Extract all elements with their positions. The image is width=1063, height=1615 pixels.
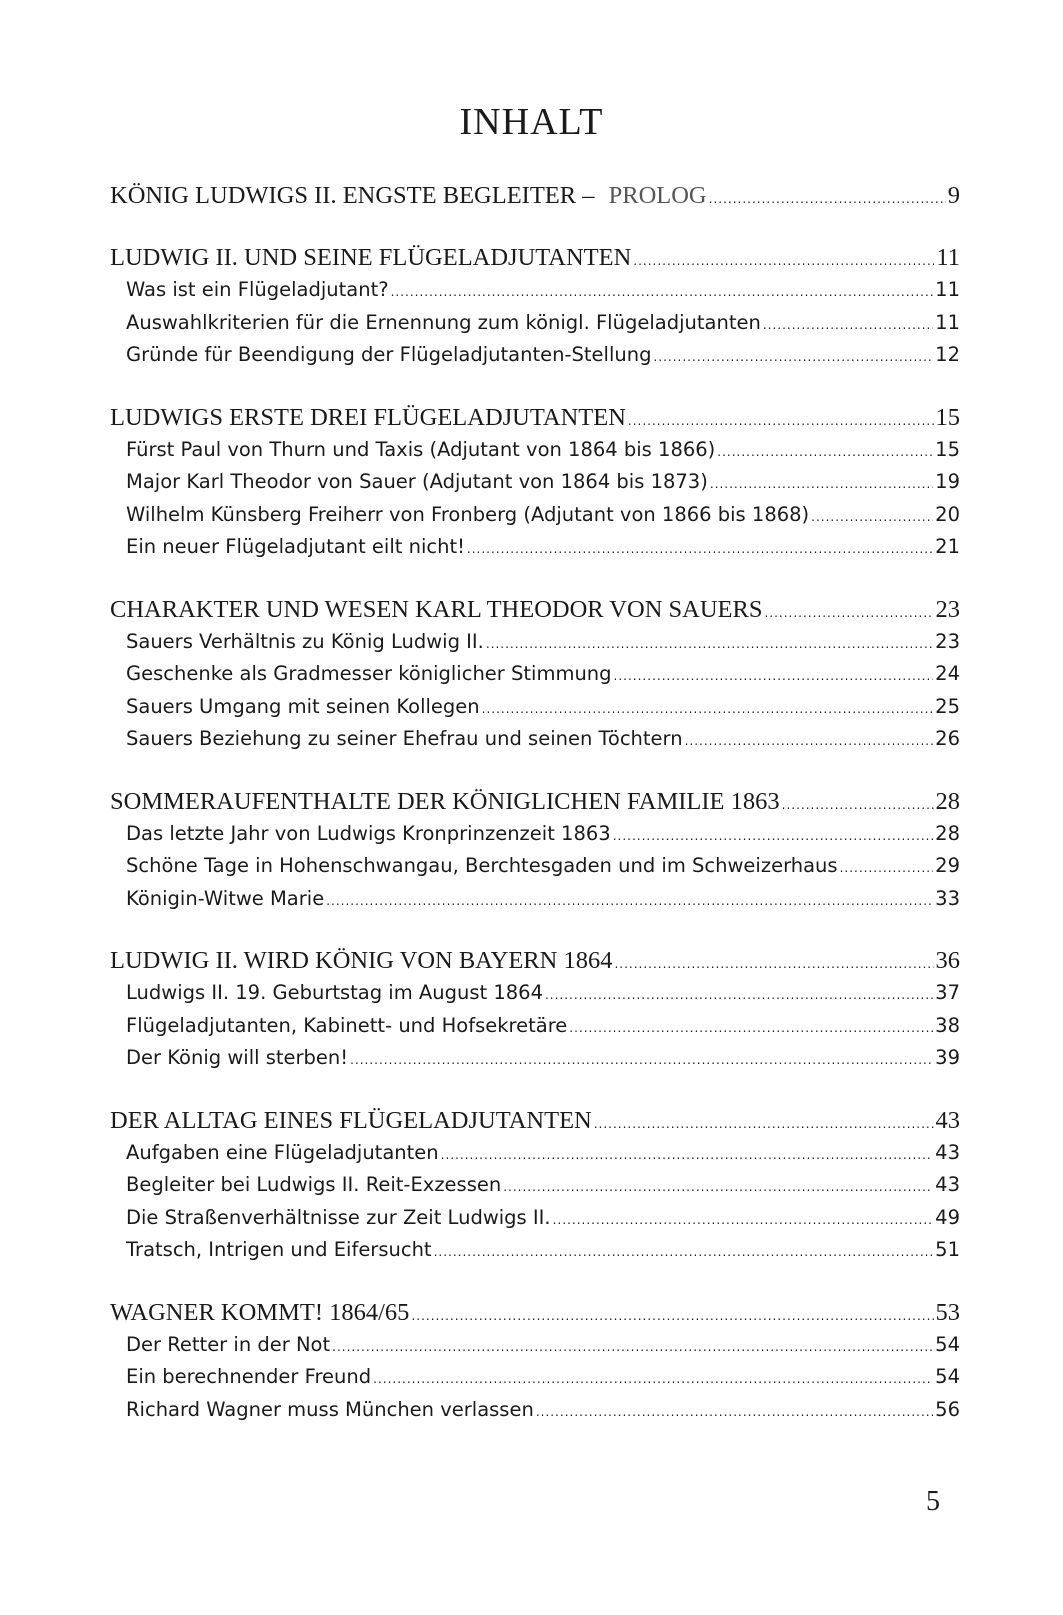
dot-leader: [391, 276, 934, 309]
toc-subentry[interactable]: [110, 466, 960, 499]
toc-chapter-entry[interactable]: [110, 1297, 960, 1329]
toc-page-number: 29: [935, 854, 960, 877]
toc-entry-label: Ein neuer Flügeladjutant eilt nicht!: [126, 535, 465, 558]
dot-leader: [482, 693, 934, 726]
toc-entry-label: Fürst Paul von Thurn und Taxis (Adjutant von 1864 bis 1866): [126, 437, 716, 461]
toc-page-number: 24: [935, 662, 960, 685]
toc-subentry[interactable]: [110, 658, 960, 691]
toc-page-number: 25: [935, 694, 960, 718]
section-spacer: [110, 915, 960, 945]
dot-leader: [614, 660, 934, 693]
toc-subentry[interactable]: [110, 883, 960, 916]
toc-page-number: 12: [935, 343, 960, 366]
toc-entry-label: Das letzte Jahr von Ludwigs Kronprinzenzeit 1863: [126, 821, 611, 845]
toc-page-number: 36: [935, 947, 960, 974]
toc-subentry[interactable]: [110, 307, 960, 340]
toc-entry-label: Gründe für Beendigung der Flügeladjutanten-Stellung: [126, 343, 652, 366]
toc-entry-label: LUDWIG II. UND SEINE FLÜGELADJUTANTEN: [110, 244, 632, 271]
toc-chapter-entry[interactable]: [110, 402, 960, 434]
toc-subentry[interactable]: [110, 850, 960, 883]
toc-entry-label: SOMMERAUFENTHALTE DER KÖNIGLICHEN FAMILIE 1863: [110, 787, 780, 815]
dot-leader: [764, 597, 933, 629]
toc-entry-label: Tratsch, Intrigen und Eifersucht: [126, 1238, 432, 1261]
toc-page-number: 39: [935, 1046, 960, 1069]
toc-page-number: 49: [935, 1205, 960, 1229]
toc-subentry[interactable]: [110, 691, 960, 724]
toc-page-number: 43: [935, 1173, 960, 1196]
toc-page-number: 19: [935, 470, 960, 493]
toc-page-number: 54: [935, 1332, 960, 1356]
toc-entry-label: Ein berechnender Freund: [126, 1365, 372, 1388]
toc-entry-label: Königin-Witwe Marie: [126, 886, 325, 910]
toc-subentry[interactable]: [110, 531, 960, 564]
toc-chapter-entry[interactable]: [110, 594, 960, 626]
toc-page-number: 33: [935, 886, 960, 910]
toc-entry-label: LUDWIG II. WIRD KÖNIG VON BAYERN 1864: [110, 947, 613, 974]
folio-page-number: 5: [926, 1486, 940, 1517]
toc-page-number: 54: [935, 1365, 960, 1388]
toc-page-number: 23: [935, 595, 960, 623]
dot-leader: [332, 1331, 933, 1364]
toc-chapter-section: [110, 594, 960, 756]
toc-chapter-section: [110, 402, 960, 564]
toc-entry-label: Ludwigs II. 19. Geburtstag im August 1864: [126, 981, 543, 1004]
dot-leader: [486, 628, 933, 661]
section-spacer: [110, 564, 960, 594]
toc-subentry[interactable]: [110, 434, 960, 467]
toc-entry-label: Sauers Beziehung zu seiner Ehefrau und seinen Töchtern: [126, 727, 683, 750]
toc-entry-label: Richard Wagner muss München verlassen: [126, 1397, 534, 1421]
dot-leader: [811, 501, 933, 534]
section-spacer: [110, 212, 960, 242]
toc-entry-label: Der König will sterben!: [126, 1046, 349, 1069]
toc-subentry[interactable]: [110, 1042, 960, 1075]
dot-leader: [350, 1044, 933, 1077]
dot-leader: [326, 885, 933, 918]
dot-leader: [373, 1363, 933, 1396]
toc-entry-label: Geschenke als Gradmesser königlicher Stimmung: [126, 662, 612, 685]
page-title: INHALT: [459, 101, 604, 143]
dot-leader: [685, 725, 934, 758]
dot-leader: [840, 852, 934, 885]
toc-subentry[interactable]: [110, 977, 960, 1010]
toc-entry-label: Flügeladjutanten, Kabinett- und Hofsekretäre: [126, 1013, 568, 1037]
toc-entry-label: Auswahlkriterien für die Ernennung zum königl. Flügeladjutanten: [126, 310, 761, 334]
dot-leader: [536, 1396, 933, 1429]
dot-leader: [782, 789, 934, 821]
toc-subentry[interactable]: [110, 1234, 960, 1267]
toc-chapter-section: [110, 1105, 960, 1267]
toc-page-number: 15: [935, 437, 960, 461]
toc-subentry[interactable]: [110, 1361, 960, 1394]
toc-entry-label: DER ALLTAG EINES FLÜGELADJUTANTEN: [110, 1106, 592, 1134]
toc-subentry[interactable]: [110, 1202, 960, 1235]
toc-chapter-section: [110, 242, 960, 372]
toc-subentry[interactable]: [110, 626, 960, 659]
section-spacer: [110, 372, 960, 402]
toc-page-number: 11: [936, 244, 960, 271]
dot-leader: [614, 948, 933, 980]
dot-leader: [411, 1300, 933, 1332]
toc-entry-label: KÖNIG LUDWIGS II. ENGSTE BEGLEITER – PROLOG: [110, 182, 707, 209]
toc-prolog-entry[interactable]: [110, 180, 960, 212]
dot-leader: [434, 1236, 934, 1269]
toc-page-number: 38: [935, 1013, 960, 1037]
dot-leader: [553, 1204, 934, 1237]
toc-page-number: 9: [947, 182, 960, 209]
dot-leader: [628, 405, 934, 437]
toc-chapter-entry[interactable]: [110, 945, 960, 977]
toc-entry-label: Aufgaben eine Flügeladjutanten: [126, 1140, 439, 1164]
toc-page-number: 11: [935, 310, 960, 334]
toc-entry-label: Major Karl Theodor von Sauer (Adjutant von 1864 bis 1873): [126, 470, 708, 493]
table-of-contents: [110, 180, 960, 1426]
dot-leader: [710, 468, 933, 501]
toc-entry-label: Sauers Umgang mit seinen Kollegen: [126, 694, 480, 718]
dot-leader: [653, 341, 933, 374]
toc-entry-label: Wilhelm Künsberg Freiherr von Fronberg (Adjutant von 1866 bis 1868): [126, 502, 810, 526]
toc-subentry[interactable]: [110, 723, 960, 756]
dot-leader: [709, 183, 946, 215]
toc-chapter-section: [110, 945, 960, 1075]
section-spacer: [110, 1267, 960, 1297]
prolog-accent-label: PROLOG: [608, 182, 707, 209]
toc-subentry[interactable]: [110, 1137, 960, 1170]
toc-page-number: 20: [935, 502, 960, 526]
section-spacer: [110, 1075, 960, 1105]
toc-page-number: 26: [935, 727, 960, 750]
toc-page-number: 28: [935, 821, 960, 845]
toc-subentry[interactable]: [110, 274, 960, 307]
toc-chapter-section: [110, 786, 960, 916]
toc-subentry[interactable]: [110, 499, 960, 532]
toc-chapter-list: [110, 212, 960, 1426]
toc-chapter-section: [110, 1297, 960, 1427]
toc-entry-label: WAGNER KOMMT! 1864/65: [110, 1298, 410, 1326]
toc-page-number: 56: [935, 1397, 960, 1421]
toc-page-number: 43: [935, 1140, 960, 1164]
toc-entry-label: Schöne Tage in Hohenschwangau, Berchtesgaden und im Schweizerhaus: [126, 854, 838, 877]
dot-leader: [441, 1139, 934, 1172]
toc-chapter-entry[interactable]: [110, 242, 960, 274]
toc-page-number: 53: [935, 1298, 960, 1326]
toc-entry-label: Die Straßenverhältnisse zur Zeit Ludwigs II.: [126, 1205, 551, 1229]
dot-leader: [467, 533, 933, 566]
toc-page-number: 23: [935, 629, 960, 653]
dot-leader: [503, 1171, 933, 1204]
toc-subentry[interactable]: [110, 818, 960, 851]
dot-leader: [717, 436, 933, 469]
toc-entry-label: Der Retter in der Not: [126, 1332, 331, 1356]
dot-leader: [613, 820, 933, 853]
toc-prolog-section: [110, 180, 960, 212]
toc-chapter-entry[interactable]: [110, 786, 960, 818]
toc-page-number: 28: [935, 787, 960, 815]
toc-page-number: 21: [935, 535, 960, 558]
toc-subentry[interactable]: [110, 1329, 960, 1362]
dot-leader: [633, 245, 934, 277]
toc-page-number: 37: [935, 981, 960, 1004]
toc-entry-label: Begleiter bei Ludwigs II. Reit-Exzessen: [126, 1173, 502, 1196]
section-spacer: [110, 756, 960, 786]
dot-leader: [569, 1012, 933, 1045]
toc-entry-label: CHARAKTER UND WESEN KARL THEODOR VON SAUERS: [110, 595, 763, 623]
dot-leader: [763, 309, 933, 342]
toc-subentry[interactable]: [110, 1394, 960, 1427]
dot-leader: [594, 1108, 934, 1140]
dot-leader: [545, 979, 933, 1012]
toc-page-number: 11: [935, 278, 960, 301]
toc-entry-label: Was ist ein Flügeladjutant?: [126, 278, 389, 301]
toc-entry-label: LUDWIGS ERSTE DREI FLÜGELADJUTANTEN: [110, 403, 626, 431]
toc-page-number: 15: [935, 403, 960, 431]
toc-page-number: 51: [935, 1238, 960, 1261]
toc-subentry[interactable]: [110, 339, 960, 372]
toc-page-number: 43: [935, 1106, 960, 1134]
toc-chapter-entry[interactable]: [110, 1105, 960, 1137]
toc-subentry[interactable]: [110, 1169, 960, 1202]
toc-entry-label: Sauers Verhältnis zu König Ludwig II.: [126, 629, 484, 653]
toc-subentry[interactable]: [110, 1010, 960, 1043]
